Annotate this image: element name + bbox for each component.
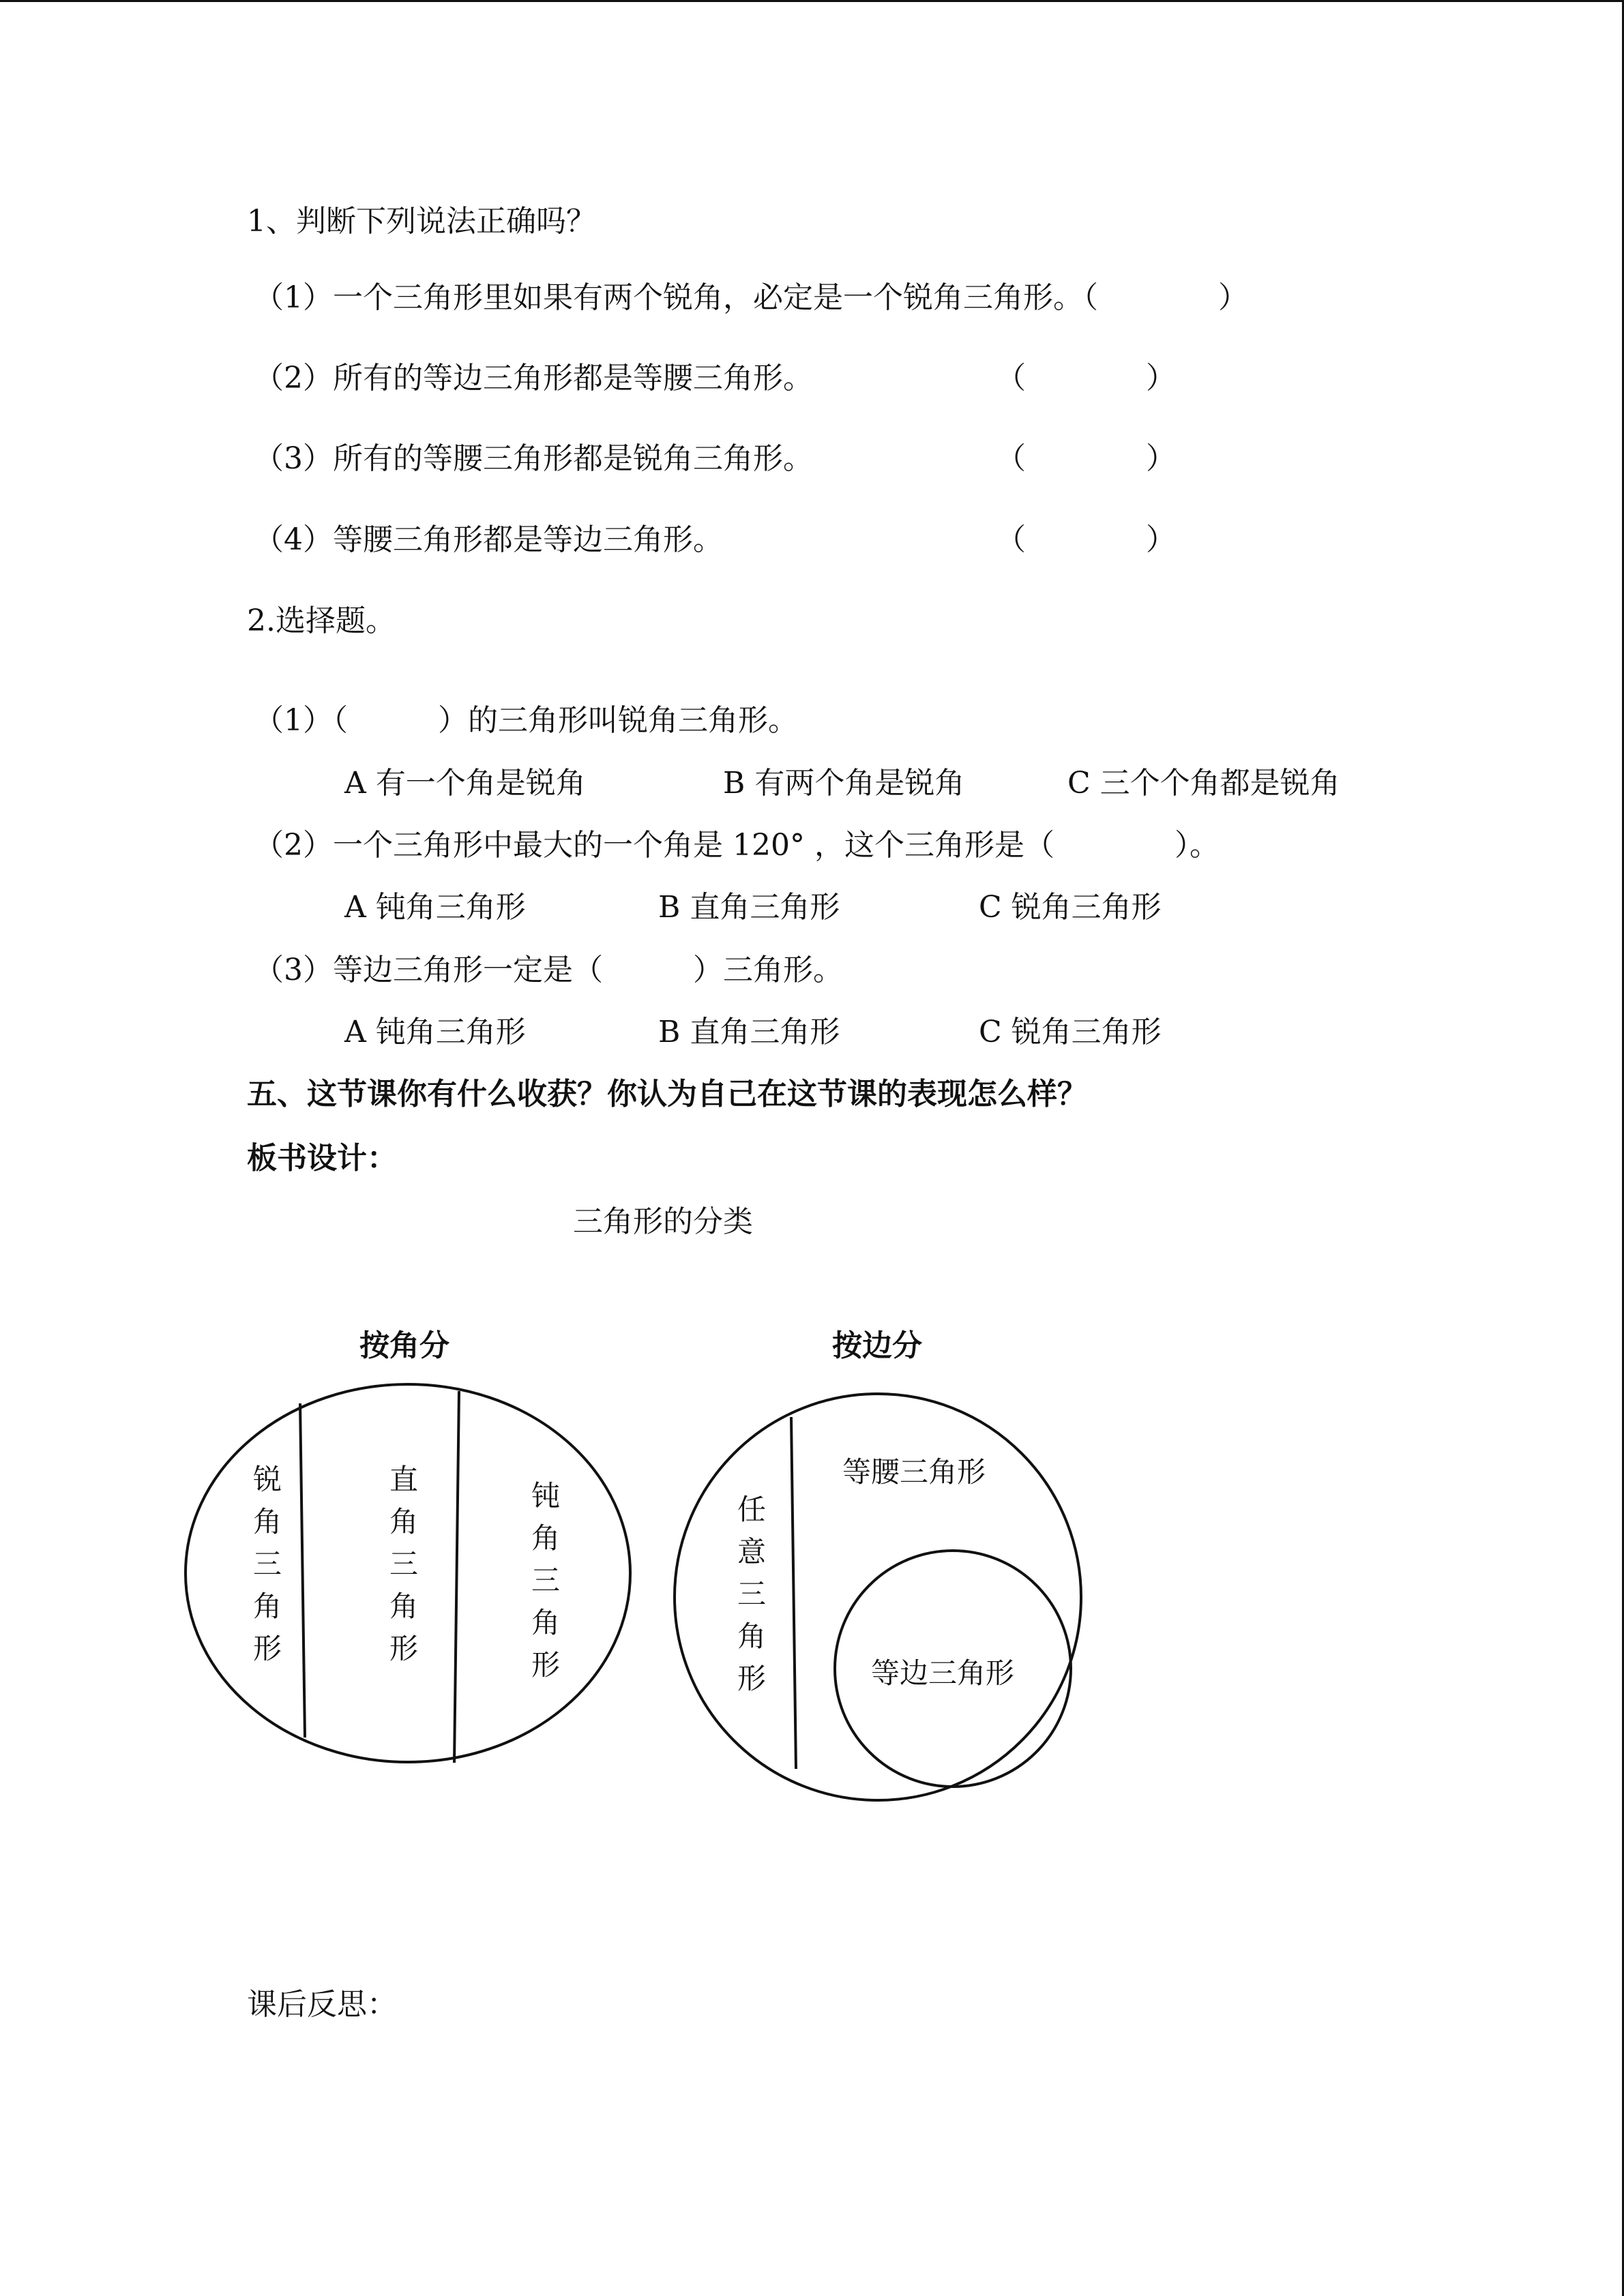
region-obtuse-char: 形 (531, 1648, 561, 1682)
region-acute-char: 角 (252, 1590, 282, 1623)
section1-item-4-bracket: （ ） (996, 522, 1176, 557)
angle-classification-diagram (186, 1384, 630, 1763)
side-divider (791, 1417, 796, 1769)
section1-item-2: （2）所有的等边三角形都是等腰三角形。 (254, 361, 813, 396)
region-acute-char: 角 (252, 1505, 282, 1538)
region-right-char: 直 (389, 1463, 419, 1496)
question-3-option-c: C 锐角三角形 (979, 1015, 1162, 1049)
angle-divider-left (300, 1403, 305, 1738)
region-obtuse-char: 角 (531, 1606, 561, 1639)
region-right-char: 角 (389, 1590, 419, 1623)
region-right-char: 形 (389, 1632, 419, 1665)
section1-title: 1、判断下列说法正确吗？ (247, 204, 596, 239)
region-obtuse-char: 角 (531, 1521, 561, 1555)
question-1-option-b: B 有两个角是锐角 (723, 766, 965, 801)
by-angle-heading: 按角分 (359, 1328, 449, 1363)
section1-item-3: （3）所有的等腰三角形都是锐角三角形。 (254, 441, 813, 476)
region-acute-char: 三 (252, 1547, 282, 1581)
region-equilateral-label: 等边三角形 (870, 1656, 1015, 1690)
region-right (389, 1463, 418, 1665)
question-1-option-a: A 有一个角是锐角 (344, 766, 586, 801)
question-3-option-a: A 钝角三角形 (344, 1015, 526, 1049)
question-3-option-b: B 直角三角形 (658, 1015, 840, 1049)
section1-item-1: （1）一个三角形里如果有两个锐角，必定是一个锐角三角形。（ ） (254, 280, 1248, 315)
angle-divider-right (454, 1391, 459, 1763)
question-2-option-c: C 锐角三角形 (979, 890, 1162, 925)
region-acute-char: 锐 (252, 1463, 282, 1496)
region-scalene-char: 意 (737, 1535, 767, 1568)
question-3-stem: （3）等边三角形一定是（ ）三角形。 (254, 953, 843, 987)
by-side-heading: 按边分 (832, 1328, 922, 1363)
region-scalene-char: 任 (737, 1493, 767, 1526)
board-label: 板书设计： (247, 1141, 397, 1176)
section2-title: 2.选择题。 (247, 603, 396, 638)
reflection-label: 课后反思： (247, 1987, 397, 2022)
question-2-stem: （2）一个三角形中最大的一个角是 120° ，这个三角形是（ ）。 (254, 828, 1220, 863)
region-obtuse-char: 三 (531, 1564, 561, 1597)
region-scalene-char: 形 (737, 1662, 767, 1695)
section1-item-3-bracket: （ ） (996, 441, 1176, 476)
section1-item-4: （4）等腰三角形都是等边三角形。 (254, 522, 723, 557)
question-2-option-a: A 钝角三角形 (344, 890, 526, 925)
board-title: 三角形的分类 (573, 1204, 753, 1239)
section1-item-2-bracket: （ ） (996, 361, 1176, 396)
side-classification-diagram (675, 1394, 1081, 1800)
question-1-option-c: C 三个个角都是锐角 (1067, 766, 1340, 801)
region-obtuse (531, 1479, 560, 1682)
region-acute (253, 1463, 282, 1665)
region-isosceles-label: 等腰三角形 (842, 1455, 986, 1489)
region-right-char: 角 (389, 1505, 419, 1538)
region-scalene (737, 1493, 766, 1695)
question-1-stem: （1）（ ）的三角形叫锐角三角形。 (254, 703, 798, 738)
region-obtuse-char: 钝 (531, 1479, 561, 1512)
region-scalene-char: 角 (737, 1620, 767, 1653)
region-scalene-char: 三 (737, 1577, 767, 1611)
region-right-char: 三 (389, 1547, 419, 1581)
region-acute-char: 形 (252, 1632, 282, 1665)
section5-title: 五、这节课你有什么收获？你认为自己在这节课的表现怎么样？ (247, 1077, 1087, 1112)
question-2-option-b: B 直角三角形 (658, 890, 840, 925)
